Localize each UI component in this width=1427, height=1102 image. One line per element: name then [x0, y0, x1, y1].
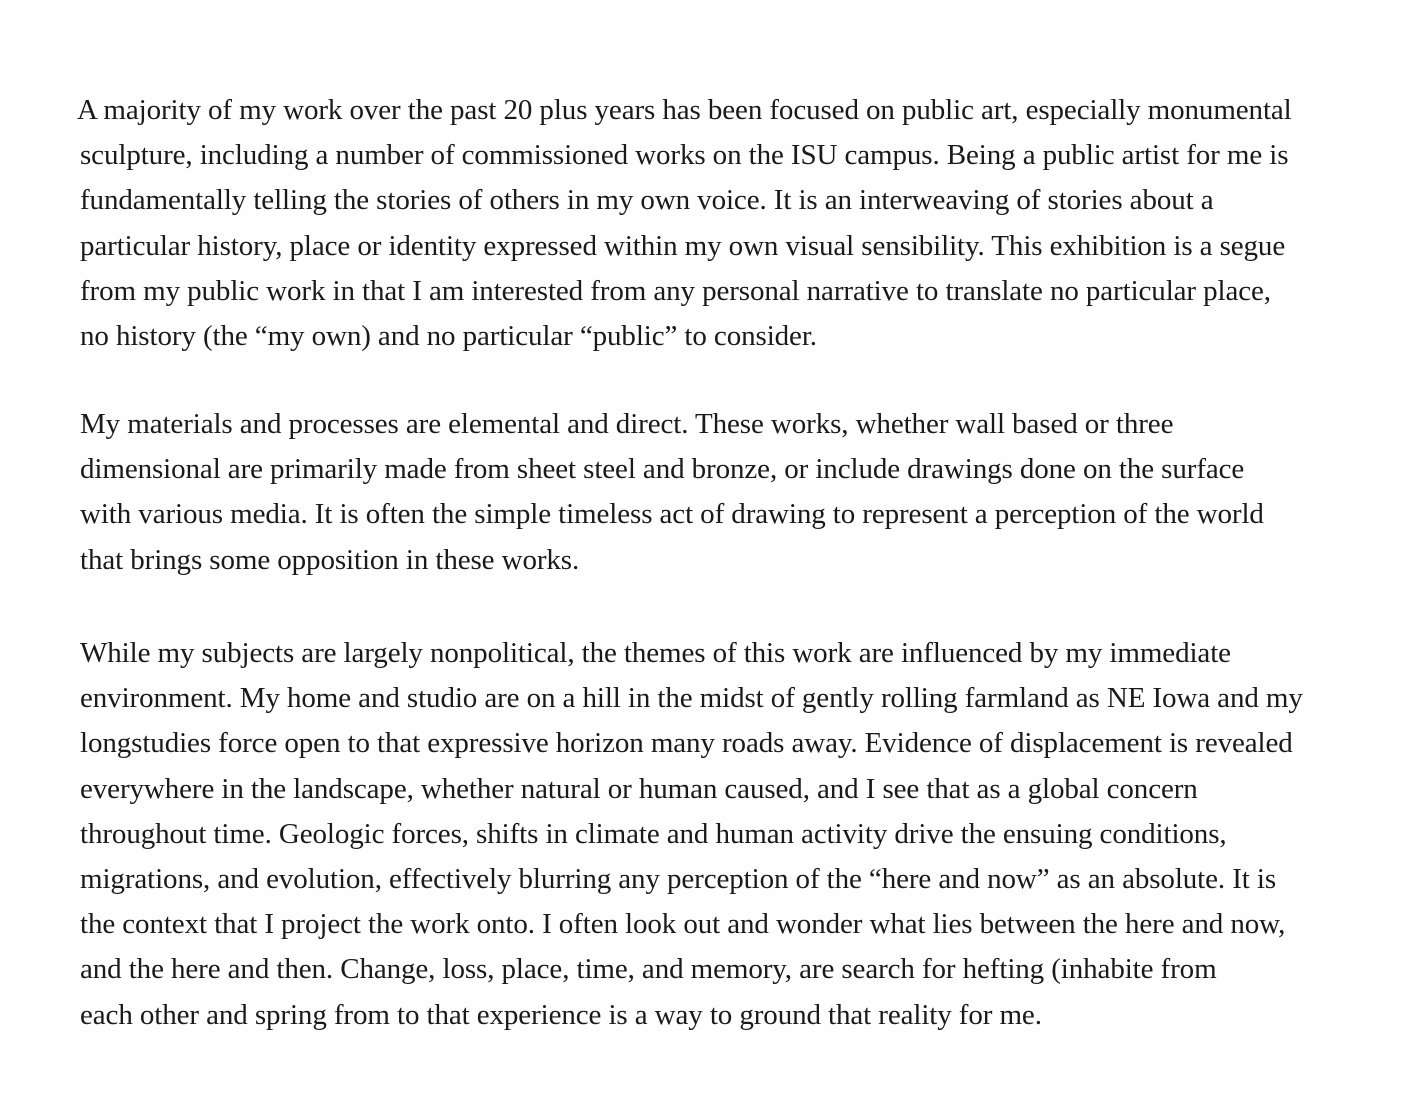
text-line: dimensional are primarily made from sheet steel and bronze, or include drawings done on the surface [80, 453, 1245, 486]
text-line: throughout time. Geologic forces, shifts in climate and human activity drive the ensuing conditions, [80, 817, 1227, 850]
text-line: sculpture, including a number of commissioned works on the ISU campus. Being a public artist for me is [80, 139, 1289, 172]
text-line: longstudies force open to that expressive horizon many roads away. Evidence of displacement is revealed [80, 727, 1293, 760]
text-line: with various media. It is often the simple timeless act of drawing to represent a perception of the world [80, 498, 1264, 531]
text-line: and the here and then. Change, loss, place, time, and memory, are search for hefting (inhabite from [80, 953, 1217, 986]
text-line: migrations, and evolution, effectively blurring any perception of the “here and now” as an absolute. It is [80, 863, 1277, 896]
paragraph-1 [77, 88, 1370, 359]
text-line: particular history, place or identity expressed within my own visual sensibility. This exhibition is a segue [80, 229, 1286, 262]
text-line: A majority of my work over the past 20 plus years has been focused on public art, especially monumental [77, 94, 1292, 126]
text-line: fundamentally telling the stories of others in my own voice. It is an interweaving of stories about a [80, 184, 1214, 217]
text-line: the context that I project the work onto. I often look out and wonder what lies between the here and now, [80, 908, 1286, 941]
paragraph-2 [80, 402, 1370, 583]
text-line: no history (the “my own) and no particular “public” to consider. [80, 320, 817, 353]
text-line: that brings some opposition in these works. [80, 543, 580, 576]
text-line: My materials and processes are elemental and direct. These works, whether wall based or three [80, 408, 1174, 440]
text-line: environment. My home and studio are on a hill in the midst of gently rolling farmland as NE Iowa and my [80, 682, 1303, 715]
paragraph-3 [80, 631, 1370, 1038]
text-line: from my public work in that I am interested from any personal narrative to translate no particular place, [80, 274, 1271, 307]
text-line: each other and spring from to that experience is a way to ground that reality for me. [80, 998, 1042, 1031]
text-line: everywhere in the landscape, whether natural or human caused, and I see that as a global concern [80, 772, 1198, 805]
text-line: While my subjects are largely nonpolitical, the themes of this work are influenced by my immediate [80, 637, 1231, 669]
